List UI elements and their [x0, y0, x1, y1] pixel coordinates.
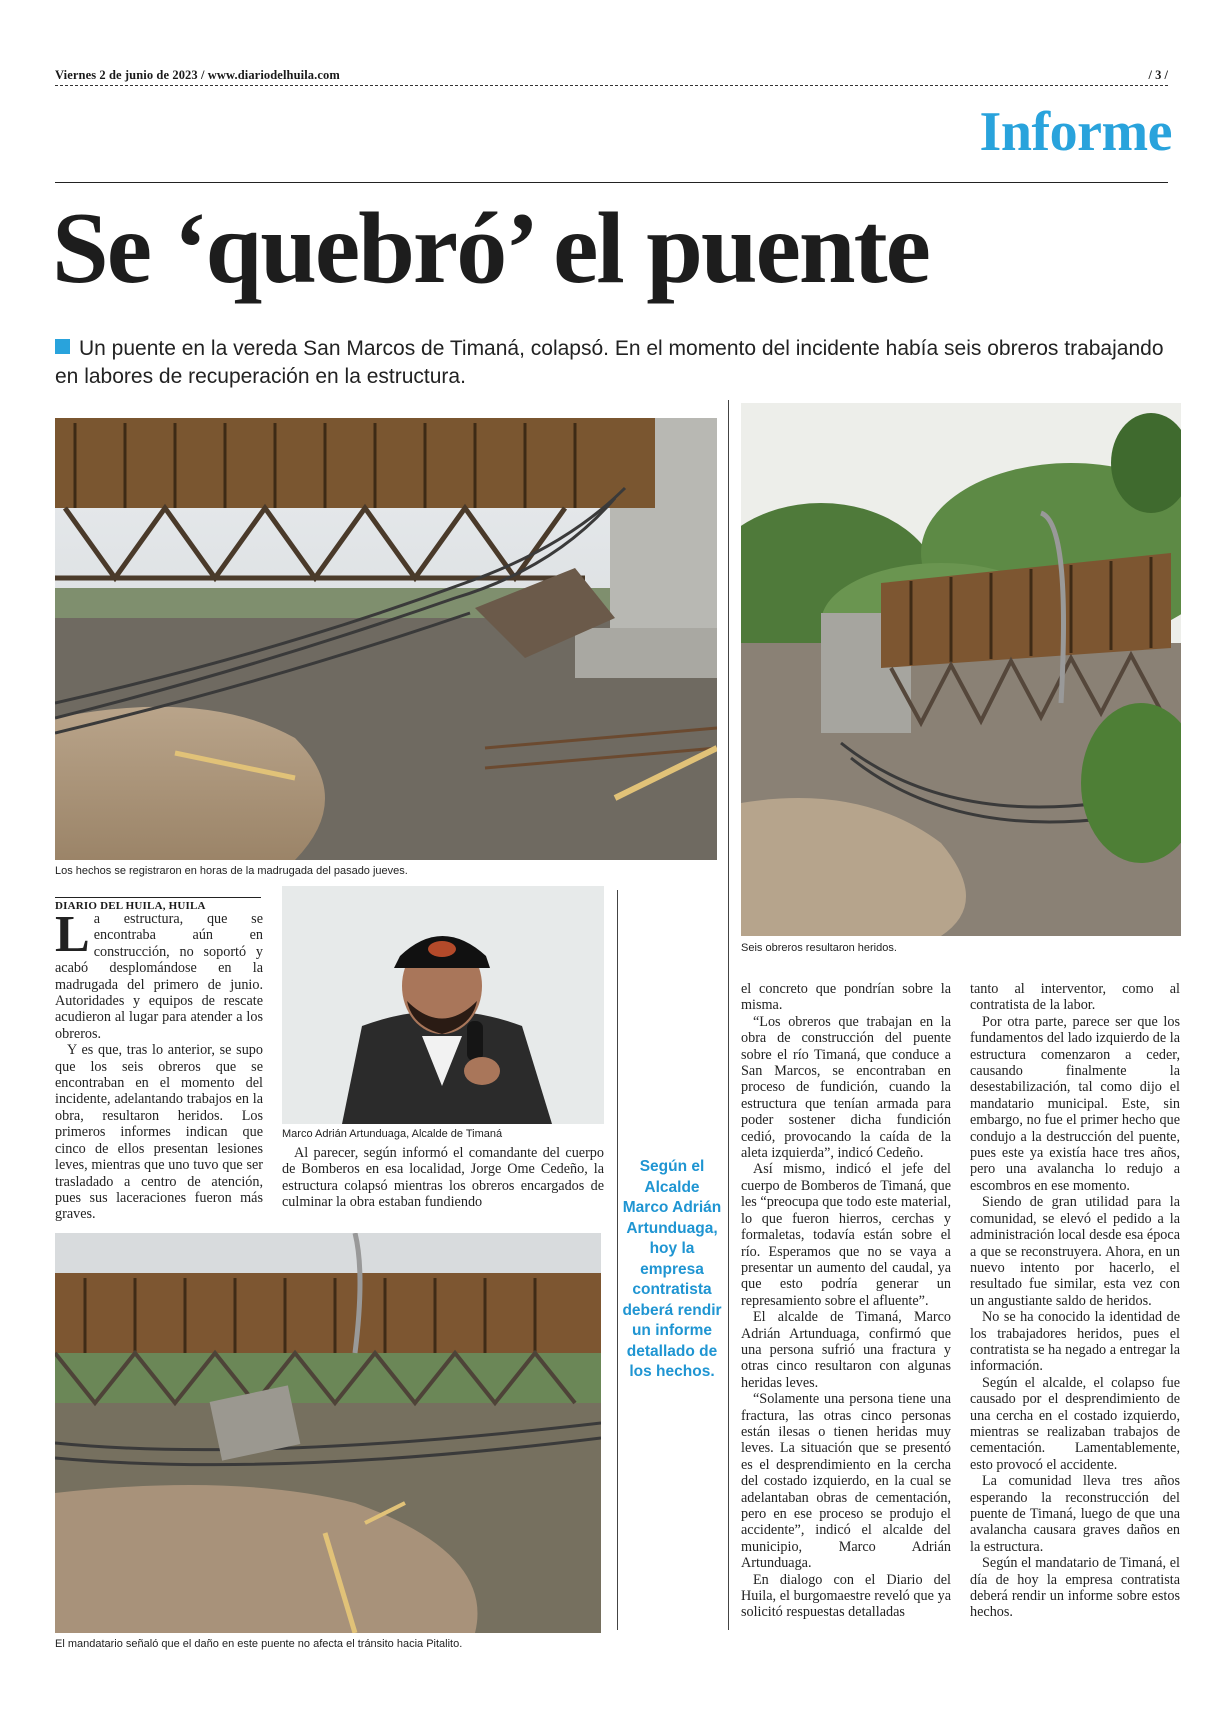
- mayor-portrait-illustration: [282, 886, 604, 1124]
- photo-collapsed-bridge: [55, 418, 717, 860]
- photo-bridge-river: [55, 1233, 601, 1633]
- drop-cap: L: [55, 906, 90, 963]
- paragraph: “Los obreros que trabajan en la obra de construcción del puente sobre el río Timaná, que conduce a San Marcos, se encontraban en proceso de fundición, cuando la estructura que tenían armada para poder sostener dicha fundición cedió, provocando la caída de la aleta izquierda”, indicó Cedeño.: [741, 1013, 951, 1162]
- article-column-2: [282, 1145, 604, 1211]
- dateline: Viernes 2 de junio de 2023 / www.diariodelhuila.com: [55, 68, 340, 82]
- paragraph: La comunidad lleva tres años esperando la reconstrucción del puente de Timaná, luego de que una avalancha causara graves daños en la estructura.: [970, 1473, 1180, 1555]
- paragraph: En dialogo con el Diario del Huila, el burgomaestre reveló que ya solicitó respuestas detalladas: [741, 1571, 951, 1621]
- column-divider: [728, 400, 729, 1630]
- paragraph: tanto al interventor, como al contratista de la labor.: [970, 981, 1180, 1014]
- article-column-3: [741, 981, 951, 1621]
- paragraph: “Solamente una persona tiene una fractura, las otras cinco personas están ilesas o tienen heridas muy leves. La situación que se presentó es el desprendimiento en la cercha del costado izquierdo, en la cual se adelantaban obras de cementación, pero en ese proceso se produjo el accidente”, indicó el alcalde del municipio, Marco Adrián Artunduaga.: [741, 1391, 951, 1572]
- paragraph: Según el alcalde, el colapso fue causado por el desprendimiento de una cercha en el costado izquierdo, mientras se realizaban trabajos de cementación. Lamentablemente, esto provocó el accidente.: [970, 1374, 1180, 1473]
- bridge-side-illustration: [741, 403, 1181, 936]
- paragraph: Según el mandatario de Timaná, el día de hoy la empresa contratista deberá rendir un informe sobre estos hechos.: [970, 1555, 1180, 1621]
- paragraph: Al parecer, según informó el comandante del cuerpo de Bomberos en esa localidad, Jorge Ome Cedeño, la estructura colapsó mientras los obreros encargados de culminar la obra estaban fundiendo: [282, 1145, 604, 1211]
- paragraph: el concreto que pondrían sobre la misma.: [741, 981, 951, 1014]
- photo-mayor-portrait: [282, 886, 604, 1124]
- bridge-river-illustration: [55, 1233, 601, 1633]
- pullquote-divider: [617, 890, 618, 1630]
- pull-quote: Según el Alcalde Marco Adrián Artunduaga, hoy la empresa contratista deberá rendir un informe detallado de los hechos.: [622, 1158, 722, 1380]
- paragraph: Así mismo, indicó el jefe del cuerpo de Bomberos de Timaná, que les “preocupa que todo este material, lo que fueron hierros, cerchas y formaletas, todavía están sobre el río. Esperamos que no se vaya a presentar un aumento del caudal, ya que esto podría generar un represamiento sobre el afluente”.: [741, 1161, 951, 1309]
- photo-bridge-side: [741, 403, 1181, 936]
- page-number: / 3 /: [1148, 68, 1168, 82]
- paragraph: Y es que, tras lo anterior, se supo que los seis obreros que se encontraban en el momento del incidente, adelantando trabajos en la obra, resultaron heridos. Los primeros informes indican que cinco de ellos presentan lesiones leves, mientras que uno tuvo que ser trasladado a centro de atención, pues sus laceraciones fueron más graves.: [55, 1042, 263, 1223]
- paragraph: No se ha conocido la identidad de los trabajadores heridos, pues el contratista se ha negado a entregar la información.: [970, 1309, 1180, 1375]
- article-column-4: [970, 981, 1180, 1621]
- photo1-caption: Los hechos se registraron en horas de la madrugada del pasado jueves.: [55, 865, 408, 877]
- headline: Se ‘quebró’ el puente: [52, 192, 929, 305]
- photo4-caption: El mandatario señaló que el daño en este puente no afecta el tránsito hacia Pitalito.: [55, 1638, 463, 1650]
- paragraph: Siendo de gran utilidad para la comunidad, se elevó el pedido a la administración local desde esa época a que se reconstruyera. Ahora, en un nuevo intento por hacerlo, el resultado fue similar, esta vez con un angustiante saldo de heridos.: [970, 1194, 1180, 1309]
- paragraph: a estructura, que se encontraba aún en construcción, no soportó y acabó desplomándose en la madrugada del primero de junio. Autoridades y equipos de rescate acudieron al lugar para atender a los obreros.: [55, 911, 263, 1042]
- lead-marker-icon: [55, 339, 70, 354]
- bridge-collapse-illustration: [55, 418, 717, 860]
- lead-paragraph: [55, 335, 1170, 391]
- photo3-caption: Marco Adrián Artunduaga, Alcalde de Timaná: [282, 1128, 503, 1140]
- byline: DIARIO DEL HUILA, HUILA: [55, 897, 261, 912]
- photo2-caption: Seis obreros resultaron heridos.: [741, 942, 897, 954]
- paragraph: El alcalde de Timaná, Marco Adrián Artunduaga, confirmó que una persona sufrió una fractura y otras cinco resultaron con algunas heridas leves.: [741, 1309, 951, 1391]
- section-title: Informe: [979, 101, 1172, 163]
- lead-text: Un puente en la vereda San Marcos de Timaná, colapsó. En el momento del incidente había seis obreros trabajando en labores de recuperación en la estructura.: [55, 337, 1164, 388]
- paragraph: Por otra parte, parece ser que los fundamentos del lado izquierdo de la estructura comenzaron a ceder, causando finalmente la desestabilización, tal como dijo el mandatario municipal. Este, sin embargo, no fue el primer hecho que condujo a la destrucción del puente, pues este ya existía hace tres años, pero una avalancha lo redujo a escombros en ese momento.: [970, 1013, 1180, 1194]
- section-divider: [55, 182, 1168, 183]
- header-divider: [55, 85, 1168, 86]
